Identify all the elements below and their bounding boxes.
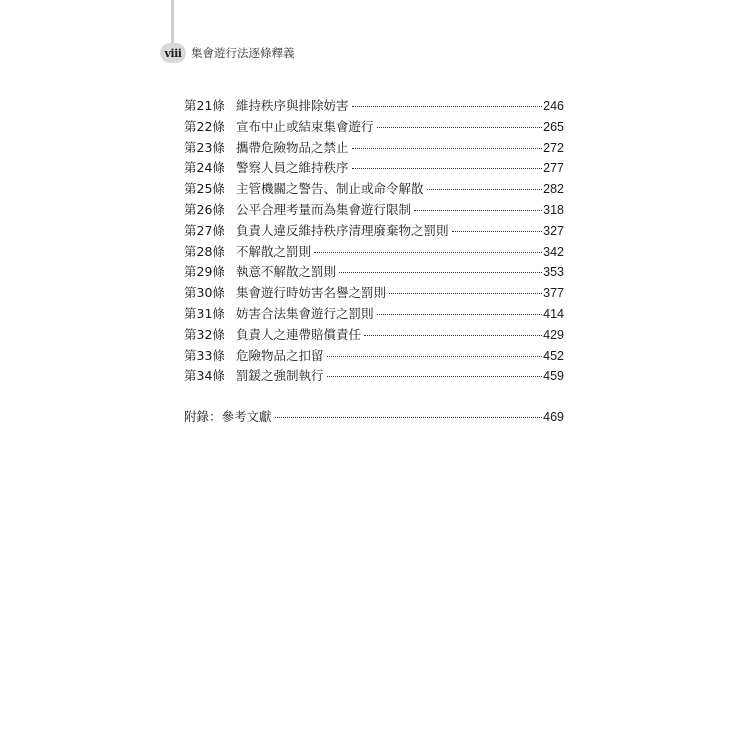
toc-entry[interactable] (184, 117, 564, 138)
toc-entry[interactable] (184, 96, 564, 117)
toc-article-number: 第33條 (184, 347, 225, 363)
toc-entry-title: 攜帶危險物品之禁止 (236, 139, 349, 155)
toc-page-number: 459 (543, 369, 564, 384)
running-head (160, 42, 295, 64)
toc-article-number: 第21條 (184, 98, 225, 113)
toc-page-number: 282 (543, 182, 564, 197)
toc-entry[interactable] (184, 283, 564, 304)
toc-leader-dots (352, 168, 543, 169)
toc-leader-dots (427, 189, 543, 190)
toc-leader-dots (275, 417, 543, 418)
table-of-contents (184, 96, 564, 428)
toc-appendix-entry[interactable] (184, 407, 564, 428)
toc-entry[interactable] (184, 179, 564, 200)
toc-entry[interactable] (184, 366, 564, 387)
toc-article-number: 第26條 (184, 201, 225, 217)
toc-leader-dots (352, 106, 543, 107)
toc-entry[interactable] (184, 242, 564, 263)
toc-page-number: 414 (543, 306, 564, 321)
toc-article-number: 第23條 (184, 139, 225, 155)
toc-leader-dots (389, 293, 542, 294)
book-title: 集會遊行法逐條釋義 (191, 46, 295, 60)
toc-leader-dots (414, 210, 542, 211)
toc-leader-dots (339, 272, 542, 273)
toc-article-number: 第32條 (184, 326, 225, 342)
toc-page-number: 327 (543, 223, 564, 238)
toc-article-number: 第24條 (184, 160, 225, 176)
toc-page-number: 265 (543, 119, 564, 134)
toc-entry-title: 危險物品之扣留 (236, 347, 324, 363)
toc-page-number: 353 (543, 265, 564, 280)
toc-leader-dots (364, 335, 542, 336)
toc-leader-dots (377, 127, 543, 128)
toc-page-number: 377 (543, 286, 564, 301)
toc-entry[interactable] (184, 304, 564, 325)
toc-entry[interactable] (184, 325, 564, 346)
toc-entry-title: 公平合理考量而為集會遊行限制 (236, 201, 412, 217)
toc-leader-dots (377, 314, 543, 315)
toc-article-number: 第27條 (184, 222, 225, 238)
toc-article-number: 第31條 (184, 305, 225, 321)
toc-entry-title: 執意不解散之罰則 (236, 264, 337, 280)
toc-page-number: 342 (543, 244, 564, 259)
toc-page-number: 469 (543, 410, 564, 425)
toc-article-number: 第25條 (184, 181, 225, 197)
page-number-badge: viii (160, 43, 186, 63)
toc-entry[interactable] (184, 346, 564, 367)
toc-entry-title: 不解散之罰則 (236, 243, 312, 259)
toc-entry[interactable] (184, 138, 564, 159)
toc-page-number: 429 (543, 327, 564, 342)
toc-article-number: 第29條 (184, 264, 225, 280)
toc-page-number: 318 (543, 202, 564, 217)
toc-page-number: 277 (543, 161, 564, 176)
toc-entry-title: 維持秩序與排除妨害 (236, 98, 349, 113)
toc-leader-dots (352, 148, 543, 149)
toc-entry[interactable] (184, 262, 564, 283)
toc-page-number: 452 (543, 348, 564, 363)
toc-leader-dots (327, 356, 543, 357)
toc-article-number: 第22條 (184, 118, 225, 134)
toc-article-number: 第30條 (184, 285, 225, 301)
toc-entry-title: 主管機關之警告、制止或命令解散 (236, 181, 424, 197)
toc-entry-title: 集會遊行時妨害名譽之罰則 (236, 285, 387, 301)
toc-leader-dots (452, 231, 543, 232)
toc-entry-title: 妨害合法集會遊行之罰則 (236, 305, 374, 321)
toc-leader-dots (327, 376, 543, 377)
toc-entry[interactable] (184, 221, 564, 242)
margin-line (171, 0, 174, 44)
toc-entry-title: 宣布中止或結束集會遊行 (236, 118, 374, 134)
toc-page-number: 272 (543, 140, 564, 155)
toc-entry-title: 罰鍰之強制執行 (236, 368, 324, 384)
toc-entries (184, 96, 564, 387)
toc-entry-title: 負責人違反維持秩序清理廢棄物之罰則 (236, 222, 449, 238)
toc-leader-dots (314, 252, 542, 253)
toc-entry-title: 警察人員之維持秩序 (236, 160, 349, 176)
toc-entry-title: 負責人之連帶賠償責任 (236, 326, 362, 342)
toc-page-number: 246 (543, 99, 564, 113)
toc-article-number: 第28條 (184, 243, 225, 259)
toc-article-number: 第34條 (184, 368, 225, 384)
toc-appendix-title: 附錄：參考文獻 (184, 409, 272, 425)
toc-entry[interactable] (184, 158, 564, 179)
toc-entry[interactable] (184, 200, 564, 221)
